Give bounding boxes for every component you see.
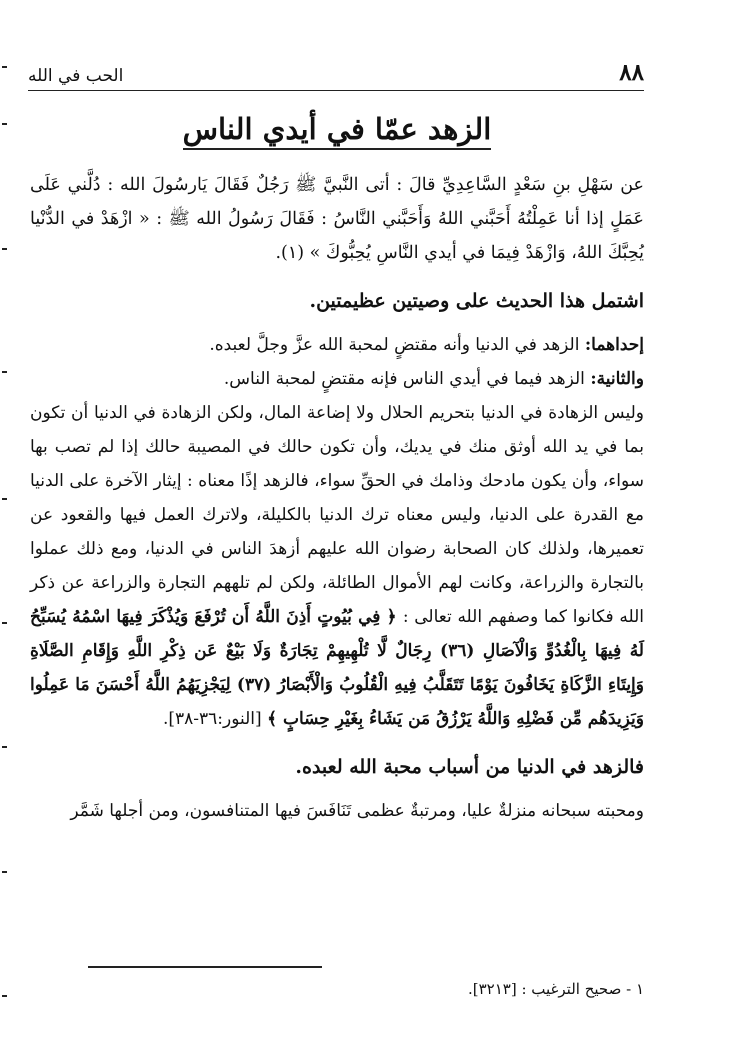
hadith-text: عن سَهْلِ بنِ سَعْدٍ السَّاعِدِيِّ قالَ : أتى النَّبيَّ ﷺ رَجُلٌ فَقَالَ يَارسُولَ الله : دُلَّني عَلَى عَمَلٍ إذا أنا عَمِلْتُهُ أَحَبَّني اللهُ وَأَحَبَّني النَّاسُ : فَقَالَ رَسُولُ الله ﷺ : « ازْهَدْ في الدُّنْيا يُحِبَّكَ اللهُ، وَازْهَدْ فِيمَا في أيدي النَّاسِ يُحِبُّوكَ » (١). [30,175,644,263]
first-text: الزهد في الدنيا وأنه مقتضٍ لمحبة الله عزَّ وجلَّ لعبده. [209,335,585,355]
margin-mark [2,498,7,500]
margin-mark [2,622,7,624]
body-text: وليس الزهادة في الدنيا بتحريم الحلال ولا إضاعة المال، ولكن الزهادة في الدنيا أن تكون بما في يد الله أوثق منك في يديك، وأن تكون حالك في المصيبة حالك إذا لم تصب بها سواء، وأن يكون مادحك وذامك في الحقِّ سواء، فالزهد إذًا معناه : إيثار الآخرة على الدنيا مع القدرة على الدنيا، وليس معناه ترك الدنيا بالكليلة، ولاترك العمل فيها والقعود عن تعميرها، ولذلك كان الصحابة رضوان الله عليهم أزهدَ الناس في الدنيا، ومع ذلك عملوا بالتجارة والزراعة، وكانت لهم الأموال الطائلة، ولكن لم تلههم التجارة والزراعة عن ذكر الله فكانوا كما وصفهم الله تعالى : [30,403,644,627]
page-number: ٨٨ [619,59,644,86]
chapter-title: الزهد عمّا في أيدي الناس [30,112,644,150]
closing-paragraph: ومحبته سبحانه منزلةٌ عليا، ومرتبةٌ عظمى تَنَافَسَ فيها المتنافسون، ومن أجلها شَمَّر [70,801,644,821]
first-advice [30,328,644,362]
margin-mark [2,746,7,748]
second-label: والثانية: [590,369,644,389]
footnote-divider [88,966,322,968]
intro-heading: اشتمل هذا الحديث على وصيتين عظيمتين. [309,290,644,312]
margin-mark [2,871,7,873]
margin-mark [2,371,7,373]
quran-verse: ﴿ فِي بُيُوتٍ أَذِنَ اللَّهُ أَن تُرْفَعَ وَيُذْكَرَ فِيهَا اسْمُهُ يُسَبِّحُ لَهُ فِيهَا بِالْغُدُوِّ وَالْآصَالِ (٣٦) رِجَالٌ لَّا تُلْهِيهِمْ تِجَارَةٌ وَلَا بَيْعٌ عَن ذِكْرِ اللَّهِ وَإِقَامِ الصَّلَاةِ وَإِيتَاءِ الزَّكَاةِ يَخَافُونَ يَوْمًا تَتَقَلَّبُ فِيهِ الْقُلُوبُ وَالْأَبْصَارُ (٣٧) لِيَجْزِيَهُمُ اللَّهُ أَحْسَنَ مَا عَمِلُوا وَيَزِيدَهُم مِّن فَضْلِهِ وَاللَّهُ يَرْزُقُ مَن يَشَاءُ بِغَيْرِ حِسَابٍ ﴾ [30,607,644,729]
second-text: الزهد فيما في أيدي الناس فإنه مقتضٍ لمحبة الناس. [223,369,591,389]
second-advice [30,362,644,396]
body-paragraph [30,396,644,736]
footnote: ١ - صحيح الترغيب : [٣٢١٣]. [467,980,644,998]
page-content [30,112,644,828]
margin-mark [2,995,7,997]
margin-mark [2,66,7,68]
conclusion-heading: فالزهد في الدنيا من أسباب محبة الله لعبده. [295,756,644,778]
running-title: الحب في الله [28,66,124,86]
margin-mark [2,123,7,125]
verse-reference: [النور:٣٦-٣٨]. [162,709,268,729]
first-label: إحداهما: [584,335,644,355]
margin-mark [2,248,7,250]
page-header [28,52,644,91]
